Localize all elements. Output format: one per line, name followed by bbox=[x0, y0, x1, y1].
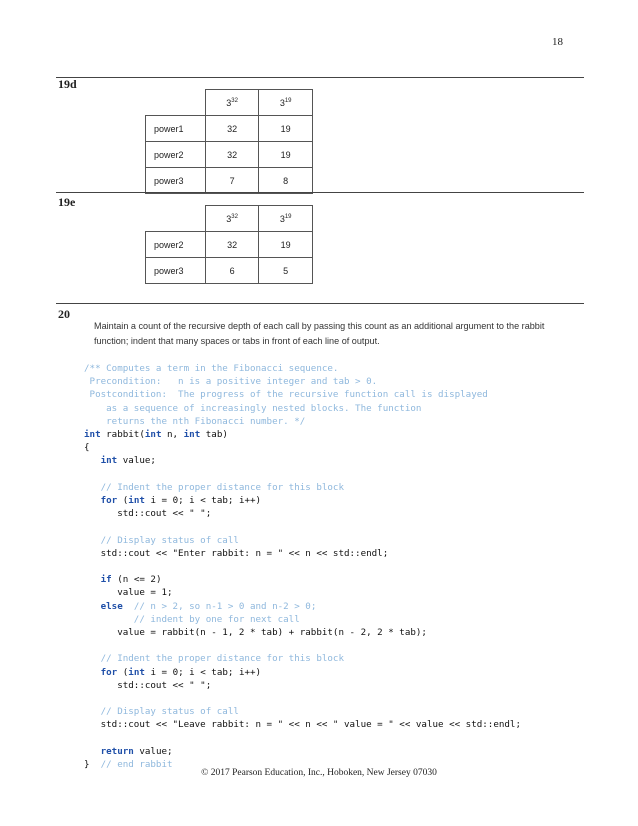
code-line bbox=[84, 573, 521, 586]
code-line bbox=[84, 560, 521, 573]
code-comment: /** Computes a term in the Fibonacci sequence. bbox=[84, 363, 339, 374]
code-text: { bbox=[84, 442, 90, 454]
code-text: std::cout << "Leave rabbit: n = " << n << " value = " << value << std::endl; bbox=[84, 719, 521, 731]
code-keyword: int bbox=[128, 666, 145, 678]
code-keyword: return bbox=[100, 745, 134, 757]
code-comment: as a sequence of increasingly nested blocks. The function bbox=[84, 402, 422, 414]
code-keyword: int bbox=[100, 455, 118, 467]
code-keyword: int bbox=[128, 495, 145, 507]
code-text: ( bbox=[117, 666, 129, 678]
code-text: } bbox=[84, 759, 101, 771]
code-text bbox=[84, 601, 101, 612]
code-text bbox=[123, 601, 134, 612]
page-number: 18 bbox=[552, 36, 563, 48]
code-line bbox=[84, 428, 521, 441]
code-keyword: if bbox=[100, 574, 112, 586]
code-line bbox=[84, 732, 521, 745]
header-3-19: $3^{19}$ bbox=[259, 206, 313, 232]
code-text: value; bbox=[117, 455, 156, 467]
code-comment: // Display status of call bbox=[100, 534, 239, 546]
code-line bbox=[84, 718, 521, 731]
code-text: (n <= 2) bbox=[111, 574, 162, 586]
code-line bbox=[84, 375, 521, 388]
code-line bbox=[84, 600, 521, 613]
code-line bbox=[84, 652, 521, 665]
table-row: power3 6 5 bbox=[146, 258, 313, 284]
code-line bbox=[84, 705, 521, 718]
code-line bbox=[84, 388, 521, 401]
code-comment: // indent by one for next call bbox=[133, 613, 300, 625]
code-line bbox=[84, 639, 521, 652]
code-keyword: else bbox=[100, 600, 123, 612]
code-comment: returns the nth Fibonacci number. */ bbox=[84, 415, 306, 427]
code-line bbox=[84, 679, 521, 692]
code-line bbox=[84, 745, 521, 758]
code-comment: // n > 2, so n-1 > 0 and n-2 > 0; bbox=[133, 600, 317, 612]
answer-text-20: Maintain a count of the recursive depth of each call by passing this count as an additional argument to the rabbit function; indent that many spaces or tabs in front of each line of output. bbox=[94, 321, 545, 346]
code-text bbox=[84, 495, 101, 506]
table-19d bbox=[145, 89, 313, 194]
code-text: std::cout << " "; bbox=[84, 508, 212, 520]
table-19e bbox=[145, 205, 313, 284]
code-line bbox=[84, 441, 521, 454]
code-comment: Precondition: n is a positive integer and tab > 0. bbox=[84, 376, 378, 388]
code-line bbox=[84, 507, 521, 520]
code-text bbox=[84, 653, 101, 664]
code-text bbox=[84, 746, 101, 757]
header-3-19: $3^{19}$ bbox=[259, 90, 313, 116]
code-line bbox=[84, 494, 521, 507]
divider-19e bbox=[56, 192, 584, 193]
code-line bbox=[84, 520, 521, 533]
code-line bbox=[84, 362, 521, 375]
code-text: i = 0; i < tab; i++) bbox=[144, 666, 262, 678]
code-line bbox=[84, 666, 521, 679]
code-comment: // Indent the proper distance for this block bbox=[100, 481, 344, 493]
code-text: rabbit( bbox=[100, 429, 145, 441]
code-comment: // Display status of call bbox=[100, 706, 239, 718]
code-line bbox=[84, 586, 521, 599]
table-row: power2 32 19 bbox=[146, 142, 313, 168]
code-comment: // end rabbit bbox=[100, 759, 173, 771]
code-text bbox=[84, 706, 101, 717]
code-text: value = rabbit(n - 1, 2 * tab) + rabbit(n - 2, 2 * tab); bbox=[84, 627, 427, 639]
question-label-20: 20 bbox=[58, 307, 70, 321]
code-text: tab) bbox=[200, 429, 228, 441]
divider-20 bbox=[56, 303, 584, 304]
code-line bbox=[84, 481, 521, 494]
code-line bbox=[84, 534, 521, 547]
code-text bbox=[84, 482, 101, 493]
code-line bbox=[84, 692, 521, 705]
divider-top bbox=[56, 77, 584, 78]
code-text bbox=[84, 535, 101, 546]
code-line bbox=[84, 613, 521, 626]
code-text: i = 0; i < tab; i++) bbox=[144, 495, 262, 507]
code-keyword: int bbox=[84, 429, 101, 441]
table-row: power3 7 8 bbox=[146, 168, 313, 194]
code-keyword: for bbox=[100, 666, 118, 678]
code-comment: // Indent the proper distance for this block bbox=[100, 653, 344, 665]
code-text: std::cout << "Enter rabbit: n = " << n << std::endl; bbox=[84, 547, 389, 559]
code-line bbox=[84, 454, 521, 467]
code-line bbox=[84, 547, 521, 560]
code-text: std::cout << " "; bbox=[84, 679, 212, 691]
header-3-32: $3^{32}$ bbox=[205, 90, 259, 116]
code-text bbox=[84, 455, 101, 466]
code-comment: Postcondition: The progress of the recursive function call is displayed bbox=[84, 389, 488, 401]
question-label-19e: 19e bbox=[58, 195, 76, 209]
code-keyword: for bbox=[100, 495, 118, 507]
code-listing bbox=[84, 362, 521, 771]
code-keyword: int bbox=[144, 429, 162, 441]
copyright-footer: © 2017 Pearson Education, Inc., Hoboken, New Jersey 07030 bbox=[201, 768, 437, 778]
code-text bbox=[84, 667, 101, 678]
code-text: value; bbox=[133, 745, 173, 757]
code-line bbox=[84, 402, 521, 415]
code-text: ( bbox=[117, 495, 129, 507]
code-keyword: int bbox=[183, 429, 201, 441]
code-line bbox=[84, 626, 521, 639]
table-row: power2 32 19 bbox=[146, 232, 313, 258]
code-text bbox=[84, 574, 101, 585]
code-text: value = 1; bbox=[84, 587, 173, 599]
header-3-32: $3^{32}$ bbox=[205, 206, 259, 232]
code-text: n, bbox=[161, 429, 184, 441]
table-row: power1 32 19 bbox=[146, 116, 313, 142]
code-text bbox=[84, 614, 134, 625]
code-line bbox=[84, 415, 521, 428]
code-line bbox=[84, 468, 521, 481]
question-label-19d: 19d bbox=[58, 77, 77, 91]
